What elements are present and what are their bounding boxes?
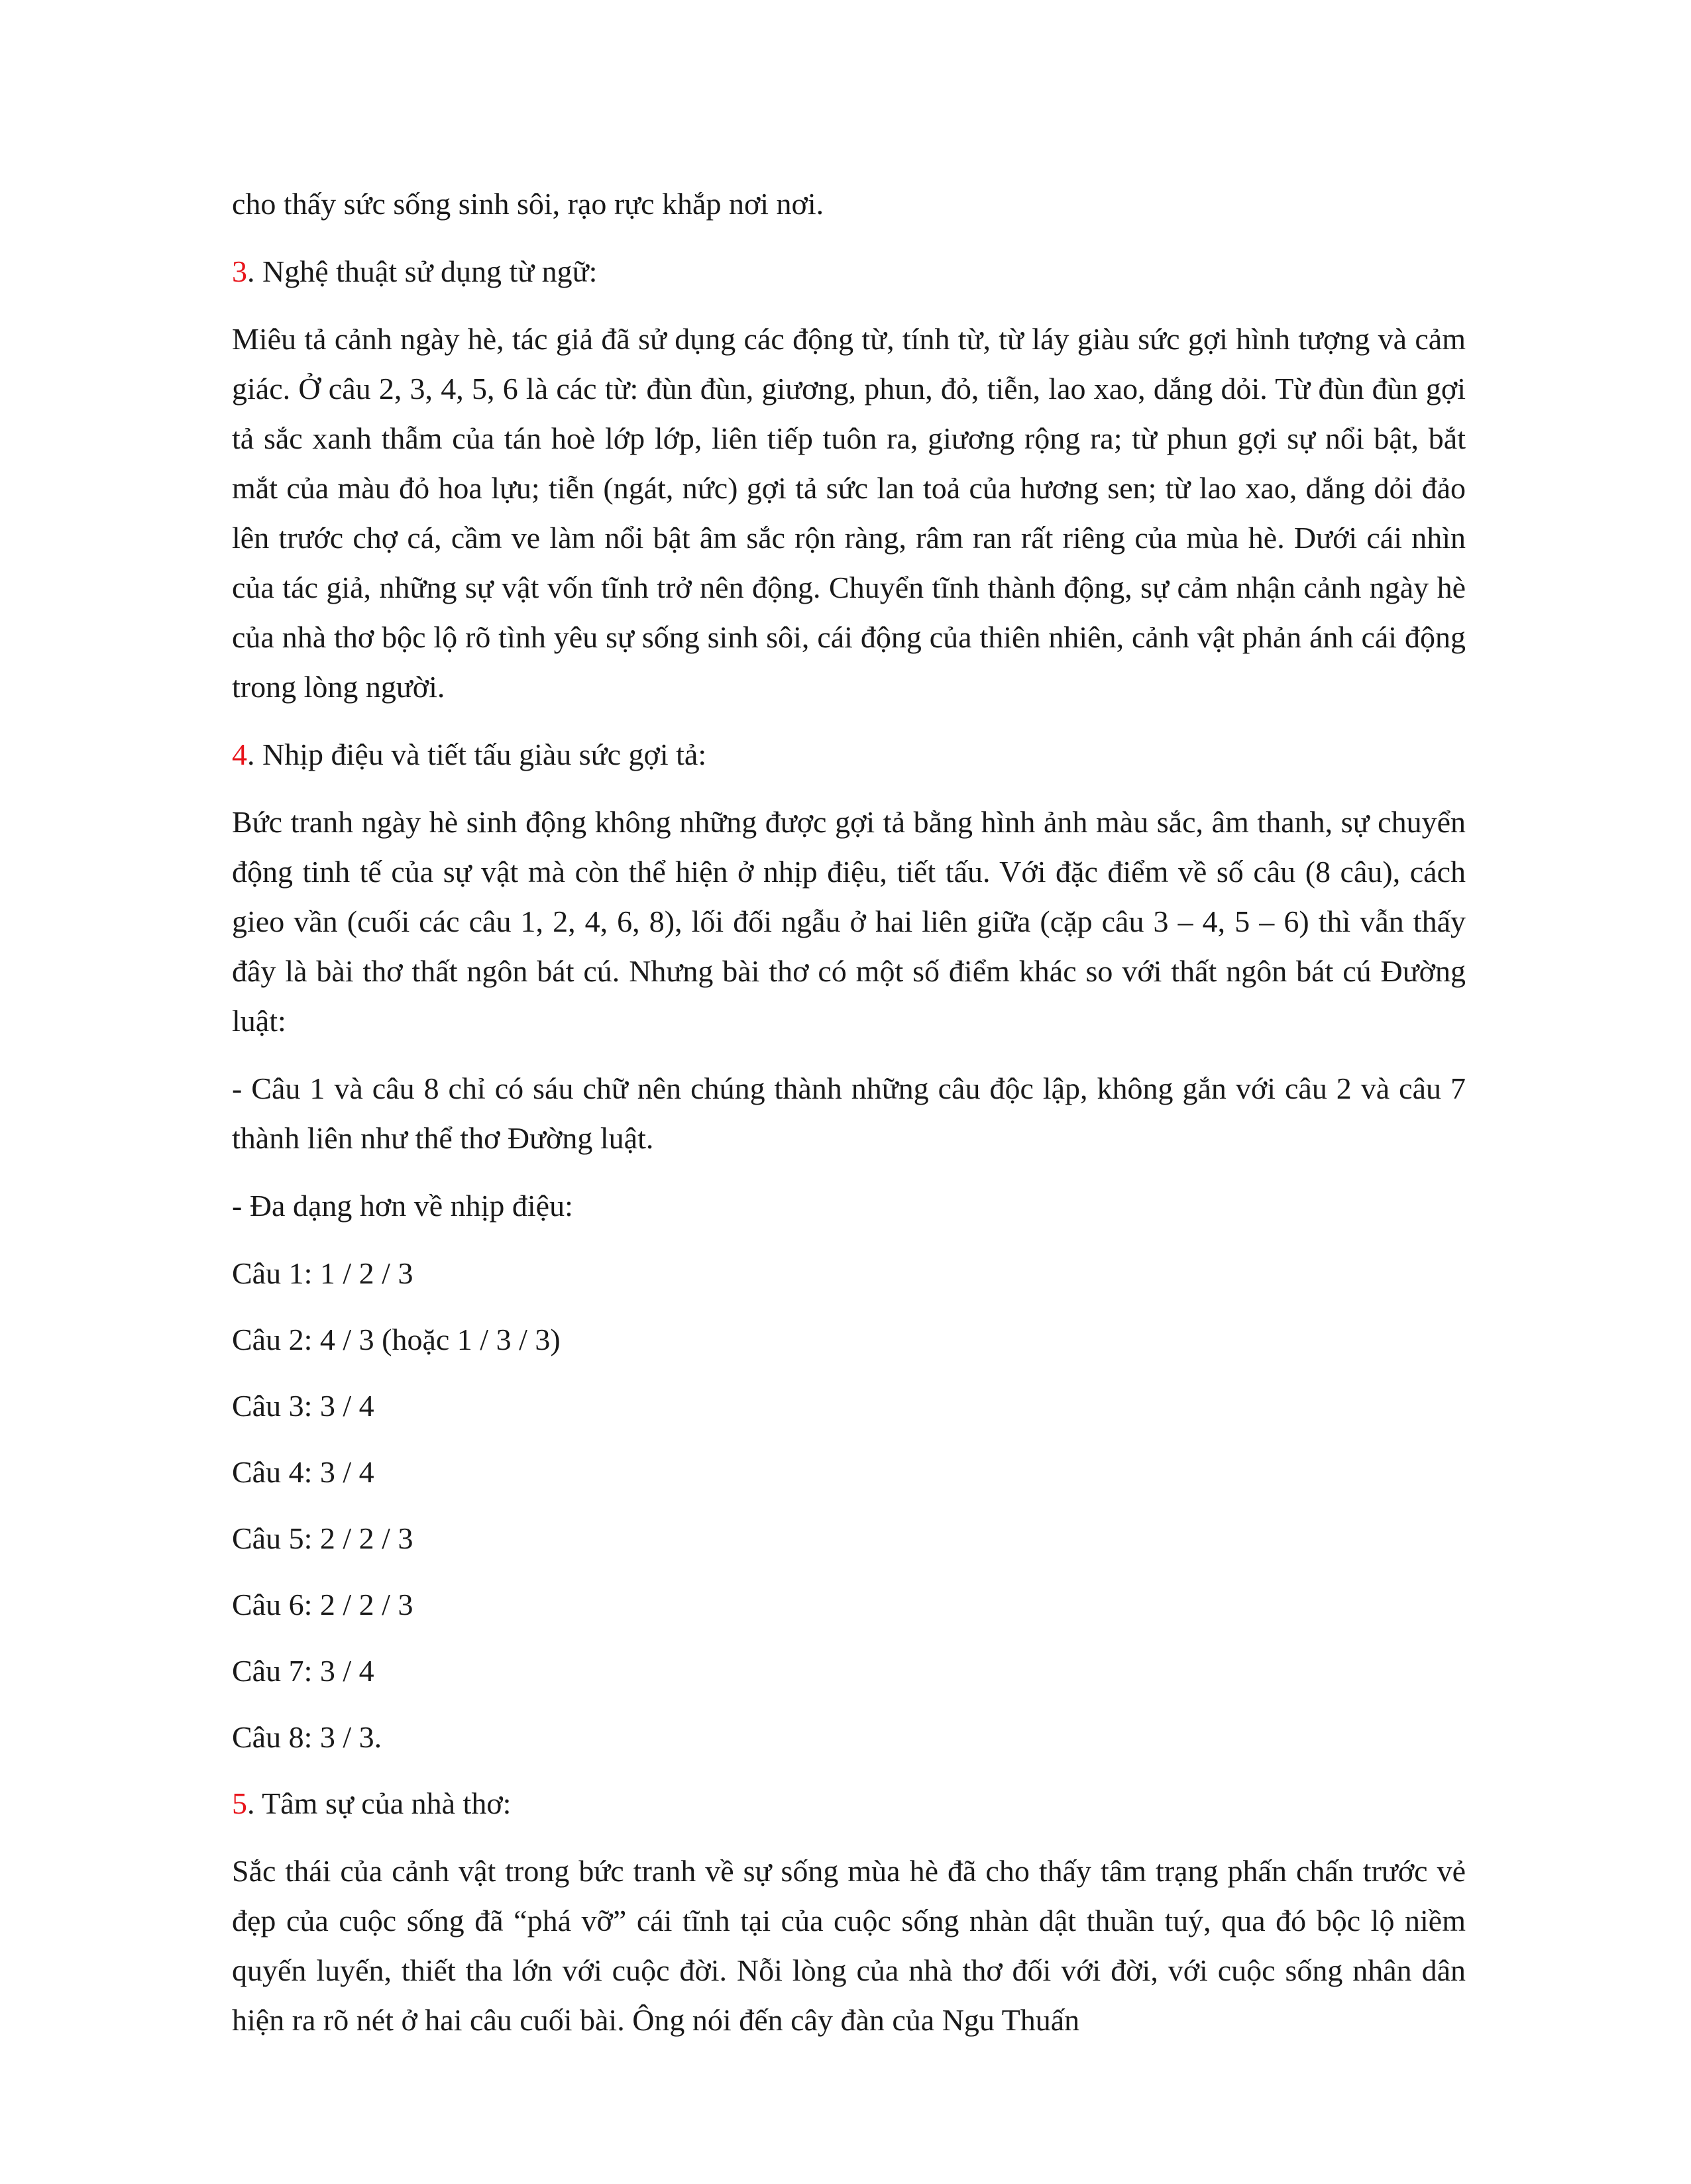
heading-3 — [232, 246, 1466, 296]
heading-5-text: . Tâm sự của nhà thơ: — [247, 1786, 512, 1820]
paragraph-rhythm: Bức tranh ngày hè sinh động không những được gợi tả bằng hình ảnh màu sắc, âm thanh, sự chuyển động tinh tế của sự vật mà còn thể hiện ở nhịp điệu, tiết tấu. Với đặc điểm về số câu (8 câu), cách gieo vần (cuối các câu 1, 2, 4, 6, 8), lối đối ngẫu ở hai liên giữa (cặp câu 3 – 4, 5 – 6) thì vẫn thấy đây là bài thơ thất ngôn bát cú. Nhưng bài thơ có một số điểm khác so với thất ngôn bát cú Đường luật: — [232, 805, 1466, 1038]
heading-4 — [232, 730, 1466, 779]
rhythm-line-5: Câu 5: 2 / 2 / 3 — [232, 1521, 413, 1555]
paragraph-intro: cho thấy sức sống sinh sôi, rạo rực khắp nơi nơi. — [232, 187, 824, 221]
rhythm-line-8: Câu 8: 3 / 3. — [232, 1720, 382, 1754]
heading-3-text: . Nghệ thuật sử dụng từ ngữ: — [247, 254, 598, 288]
paragraph-word-usage: Miêu tả cảnh ngày hè, tác giả đã sử dụng các động từ, tính từ, từ láy giàu sức gợi hình tượng và cảm giác. Ở câu 2, 3, 4, 5, 6 là các từ: đùn đùn, giương, phun, đỏ, tiễn, lao xao, dắng dỏi. Từ đùn đùn gợi tả sắc xanh thẫm của tán hoè lớp lớp, liên tiếp tuôn ra, giương rộng ra; từ phun gợi sự nổi bật, bắt mắt của màu đỏ hoa lựu; tiễn (ngát, nức) gợi tả sức lan toả của hương sen; từ lao xao, dắng dỏi đảo lên trước chợ cá, cầm ve làm nổi bật âm sắc rộn ràng, râm ran rất riêng của mùa hè. Dưới cái nhìn của tác giả, những sự vật vốn tĩnh trở nên động. Chuyển tĩnh thành động, sự cảm nhận cảnh ngày hè của nhà thơ bộc lộ rõ tình yêu sự sống sinh sôi, cái động của thiên nhiên, cảnh vật phản ánh cái động trong lòng người. — [232, 322, 1466, 704]
heading-3-number: 3 — [232, 254, 247, 288]
heading-4-number: 4 — [232, 737, 247, 771]
heading-5-number: 5 — [232, 1786, 247, 1820]
paragraph-rhythm-point-1: - Câu 1 và câu 8 chỉ có sáu chữ nên chúng thành những câu độc lập, không gắn với câu 2 và câu 7 thành liên như thể thơ Đường luật. — [232, 1071, 1466, 1155]
rhythm-line-6: Câu 6: 2 / 2 / 3 — [232, 1588, 413, 1621]
heading-5 — [232, 1778, 1466, 1828]
rhythm-line-7: Câu 7: 3 / 4 — [232, 1654, 374, 1688]
rhythm-line-4: Câu 4: 3 / 4 — [232, 1455, 374, 1489]
paragraph-rhythm-point-2: - Đa dạng hơn về nhịp điệu: — [232, 1189, 573, 1223]
heading-4-text: . Nhịp điệu và tiết tấu giàu sức gợi tả: — [247, 737, 707, 771]
paragraph-poet-feelings: Sắc thái của cảnh vật trong bức tranh về sự sống mùa hè đã cho thấy tâm trạng phấn chấn trước vẻ đẹp của cuộc sống đã “phá vỡ” cái tĩnh tại của cuộc sống nhàn dật thuần tuý, qua đó bộc lộ niềm quyến luyến, thiết tha lớn với cuộc đời. Nỗi lòng của nhà thơ đối với đời, với cuộc sống nhân dân hiện ra rõ nét ở hai câu cuối bài. Ông nói đến cây đàn của Ngu Thuấn — [232, 1854, 1466, 2037]
rhythm-line-1: Câu 1: 1 / 2 / 3 — [232, 1256, 413, 1290]
rhythm-line-3: Câu 3: 3 / 4 — [232, 1389, 374, 1423]
rhythm-line-2: Câu 2: 4 / 3 (hoặc 1 / 3 / 3) — [232, 1323, 561, 1356]
document-page — [232, 179, 1466, 2063]
